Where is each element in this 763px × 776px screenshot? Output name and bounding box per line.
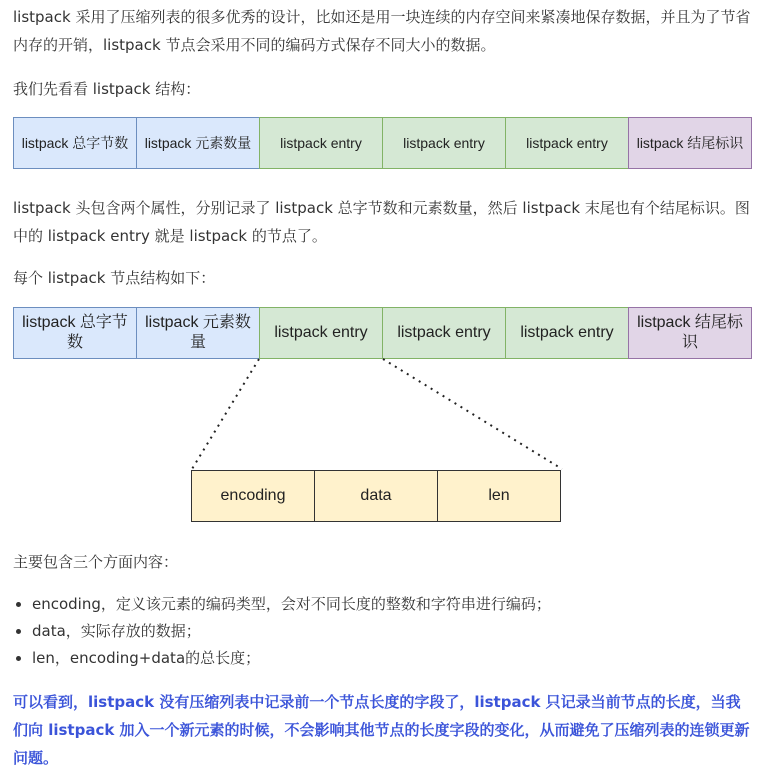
end-marker-cell: listpack 结尾标识 (628, 117, 752, 169)
entry-cell: listpack entry (259, 307, 383, 359)
contains-lead-text: 主要包含三个方面内容： (13, 553, 179, 571)
right-connector-line (383, 359, 562, 469)
intro-paragraph: listpack 采用了压缩列表的很多优秀的设计，比如还是用一块连续的内存空间来紧凑地保存数据，并且为了节省内存的开销，listpack 节点会采用不同的编码方式保存不同大小的数据。 (13, 8, 751, 54)
element-count-cell: listpack 元素数量 (136, 117, 260, 169)
entry-cell: listpack entry (259, 117, 383, 169)
entry-fields-list (13, 591, 755, 672)
list-item: encoding，定义该元素的编码类型，会对不同长度的整数和字符串进行编码； (13, 591, 755, 618)
structure-lead-text: 我们先看看 listpack 结构： (13, 80, 201, 98)
left-connector-line (192, 359, 259, 469)
list-item: data，实际存放的数据； (13, 618, 755, 645)
element-count-cell: listpack 元素数量 (136, 307, 260, 359)
entry-lead-text: 每个 listpack 节点结构如下： (13, 269, 216, 287)
entry-cell: listpack entry (505, 117, 629, 169)
listpack-structure-diagram (13, 117, 753, 169)
conclusion-paragraph: 可以看到，listpack 没有压缩列表中记录前一个节点长度的字段了，listpack 只记录当前节点的长度，当我们向 listpack 加入一个新元素的时候，不会影响其他节点的长度字段的变化，从而避免了压缩列表的连锁更新问题。 (13, 693, 750, 767)
list-item: len，encoding+data的总长度； (13, 645, 755, 672)
entry-fields-diagram (191, 470, 563, 522)
len-field-cell: len (437, 470, 561, 522)
listpack-entry-diagram (13, 307, 753, 359)
entry-cell: listpack entry (382, 307, 506, 359)
header-description-paragraph: listpack 头包含两个属性，分别记录了 listpack 总字节数和元素数量，然后 listpack 末尾也有个结尾标识。图中的 listpack entry 就是 listpack 的节点了。 (13, 199, 750, 245)
total-bytes-cell: listpack 总字节数 (13, 307, 137, 359)
end-marker-cell: listpack 结尾标识 (628, 307, 752, 359)
entry-cell: listpack entry (505, 307, 629, 359)
total-bytes-cell: listpack 总字节数 (13, 117, 137, 169)
entry-cell: listpack entry (382, 117, 506, 169)
data-field-cell: data (314, 470, 438, 522)
encoding-field-cell: encoding (191, 470, 315, 522)
